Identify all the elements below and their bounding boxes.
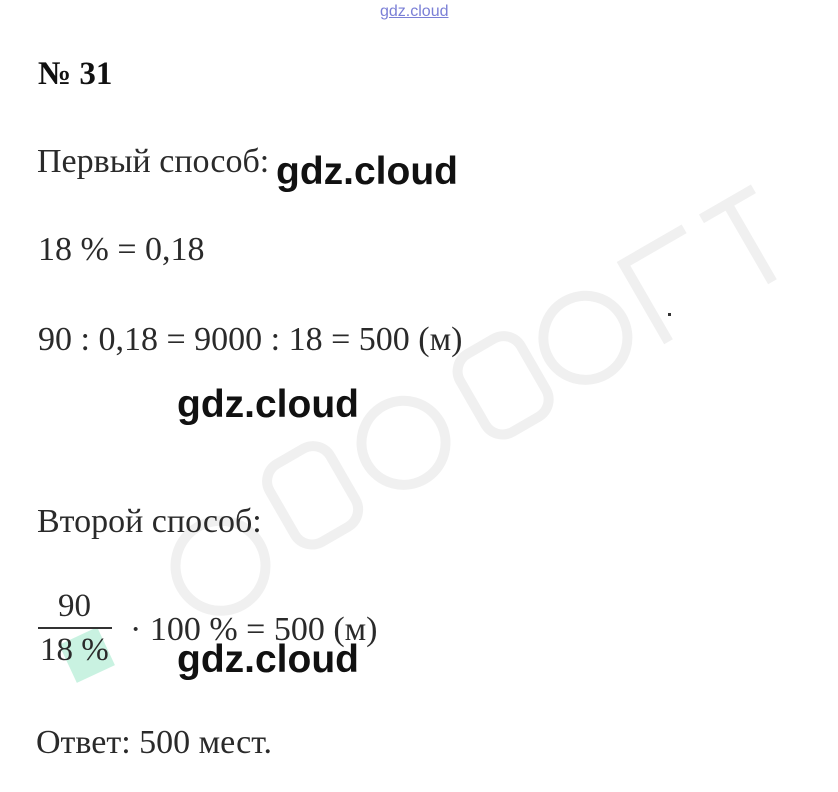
method1-line2: 90 : 0,18 = 9000 : 18 = 500 (м): [38, 321, 463, 358]
stray-dot: [668, 313, 671, 316]
problem-number: № 31: [38, 56, 113, 92]
fraction-numerator: 90: [58, 588, 91, 624]
method1-line1: 18 % = 0,18: [38, 231, 205, 268]
top-watermark-link[interactable]: gdz.cloud: [380, 3, 449, 20]
background-watermark: [10, 140, 838, 640]
method2-heading: Второй способ:: [37, 503, 262, 540]
method2-rest: · 100 % = 500 (м): [130, 611, 378, 648]
fraction-denominator: 18 %: [40, 632, 109, 668]
method1-heading: Первый способ:: [37, 143, 270, 180]
watermark-text: gdz.cloud: [177, 638, 359, 681]
watermark-text: gdz.cloud: [177, 383, 359, 426]
answer-line: Ответ: 500 мест.: [36, 724, 273, 761]
fraction-bar: [38, 627, 112, 629]
watermark-text: gdz.cloud: [276, 150, 458, 193]
